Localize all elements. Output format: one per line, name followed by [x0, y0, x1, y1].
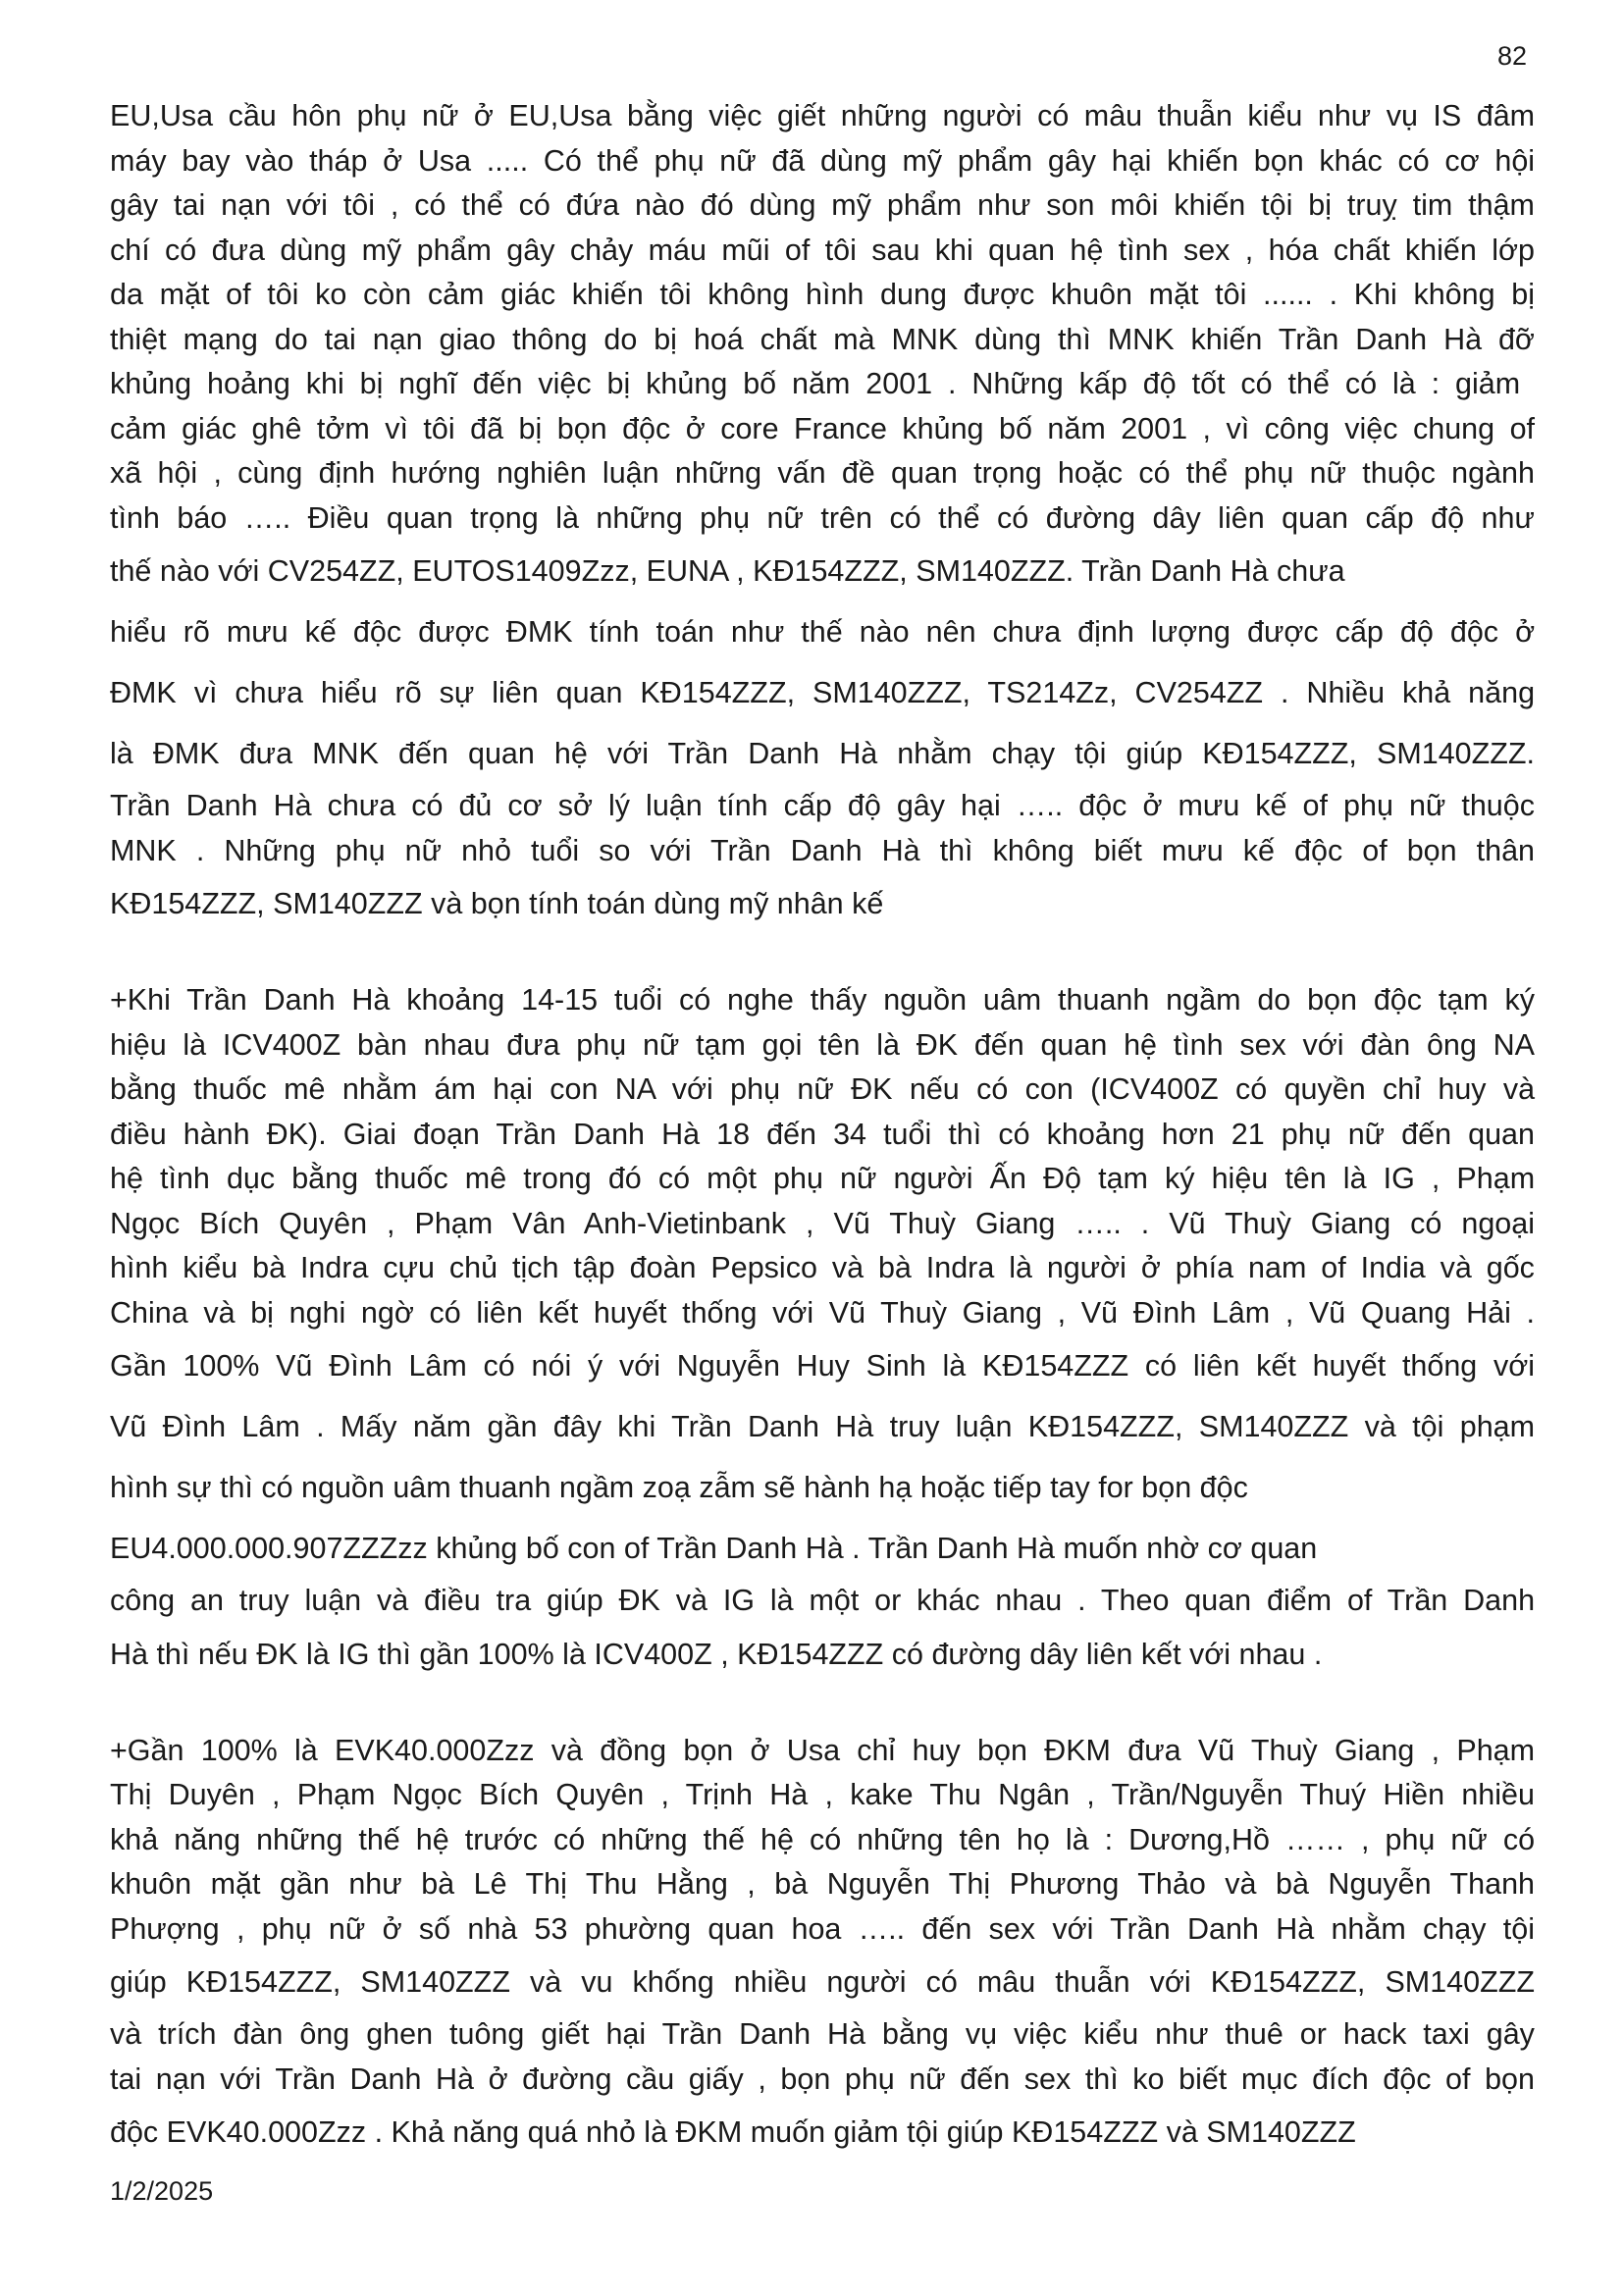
text-line: hiểu rõ mưu kế độc được ĐMK tính toán như thế nào nên chưa định lượng được cấp độ độc ở	[110, 615, 1536, 649]
text-line: khủng hoảng khi bị nghĩ đến việc bị khủng bố năm 2001 . Những kấp độ tốt có thể có là : giảm	[110, 367, 1521, 400]
text-line: hiệu là ICV400Z bàn nhau đưa phụ nữ tạm gọi tên là ĐK đến quan hệ tình sex với đàn ông NA	[110, 1027, 1535, 1062]
text-line: KĐ154ZZZ, SM140ZZZ và bọn tính toán dùng mỹ nhân kế	[110, 887, 884, 920]
text-line: cảm giác ghê tởm vì tôi đã bị bọn độc ở core France khủng bố năm 2001 , vì công việc chung of	[110, 411, 1536, 445]
paragraph-gap	[110, 934, 1535, 978]
footer-date: 1/2/2025	[110, 2176, 214, 2206]
text-line: hệ tình dục bằng thuốc mê trong đó có một phụ nữ người Ấn Độ tạm ký hiệu tên là IG , Phạm	[110, 1162, 1536, 1195]
paragraph	[110, 1729, 1535, 2164]
text-line: China và bị nghi ngờ có liên kết huyết thống với Vũ Thuỳ Giang , Vũ Đình Lâm , Vũ Quang Hải .	[110, 1295, 1536, 1330]
text-line: gây tai nạn với tôi , có thể có đứa nào đó dùng mỹ phẩm như son môi khiến tội bị truỵ tim thậm	[110, 188, 1535, 222]
text-line: hình kiểu bà Indra cựu chủ tịch tập đoàn Pepsico và bà Indra là người ở phía nam of India và gốc	[110, 1251, 1535, 1284]
text-line: Ngọc Bích Quyên , Phạm Vân Anh-Vietinbank , Vũ Thuỳ Giang ….. . Vũ Thuỳ Giang có ngoại	[110, 1206, 1535, 1240]
text-line: là ĐMK đưa MNK đến quan hệ với Trần Danh Hà nhằm chạy tội giúp KĐ154ZZZ, SM140ZZZ.	[110, 737, 1535, 770]
text-line: da mặt of tôi ko còn cảm giác khiến tôi không hình dung được khuôn mặt tôi ...... . Khi không bị	[110, 278, 1535, 311]
text-line: công an truy luận và điều tra giúp ĐK và IG là một or khác nhau . Theo quan điểm of Trần Danh	[110, 1584, 1536, 1617]
text-line: xã hội , cùng định hướng nghiên luận những vấn đề quan trọng hoặc có thể phụ nữ thuộc ngành	[110, 456, 1535, 490]
text-line: Gần 100% Vũ Đình Lâm có nói ý với Nguyễn Huy Sinh là KĐ154ZZZ có liên kết huyết thống với	[110, 1349, 1536, 1383]
document-body	[110, 94, 1535, 2163]
text-line: EU,Usa cầu hôn phụ nữ ở EU,Usa bằng việc giết những người có mâu thuẫn kiểu như vụ IS đâm	[110, 99, 1536, 132]
text-line: độc EVK40.000Zzz . Khả năng quá nhỏ là ĐKM muốn giảm tội giúp KĐ154ZZZ và SM140ZZZ	[110, 2115, 1356, 2149]
text-line: Hà thì nếu ĐK là IG thì gần 100% là ICV400Z , KĐ154ZZZ có đường dây liên kết với nhau .	[110, 1637, 1323, 1671]
text-line: Trần Danh Hà chưa có đủ cơ sở lý luận tính cấp độ gây hại ….. độc ở mưu kế of phụ nữ thuộc	[110, 789, 1535, 822]
text-line: ĐMK vì chưa hiểu rõ sự liên quan KĐ154ZZZ, SM140ZZZ, TS214Zz, CV254ZZ . Nhiều khả năng	[110, 676, 1536, 709]
text-line: và trích đàn ông ghen tuông giết hại Trần Danh Hà bằng vụ việc kiểu như thuê or hack taxi gây	[110, 2017, 1535, 2051]
paragraph-gap	[110, 1685, 1535, 1729]
text-line: tình báo ….. Điều quan trọng là những phụ nữ trên có thể có đường dây liên quan cấp độ như	[110, 500, 1535, 535]
text-line: thiệt mạng do tai nạn giao thông do bị hoá chất mà MNK dùng thì MNK khiến Trần Danh Hà đỡ	[110, 322, 1535, 356]
text-line: EU4.000.000.907ZZZzz khủng bố con of Trần Danh Hà . Trần Danh Hà muốn nhờ cơ quan	[110, 1532, 1318, 1565]
text-line: điều hành ĐK). Giai đoạn Trần Danh Hà 18 đến 34 tuổi thì có khoảng hơn 21 phụ nữ đến quan	[110, 1117, 1535, 1151]
paragraph	[110, 978, 1535, 1685]
text-line: chí có đưa dùng mỹ phẩm gây chảy máu mũi of tôi sau khi quan hệ tình sex , hóa chất khiến lớp	[110, 233, 1535, 267]
text-line: khuôn mặt gần như bà Lê Thị Thu Hằng , bà Nguyễn Thị Phương Thảo và bà Nguyễn Thanh	[110, 1867, 1535, 1901]
text-line: +Khi Trần Danh Hà khoảng 14-15 tuổi có nghe thấy nguồn uâm thuanh ngầm do bọn độc tạm ký	[110, 983, 1536, 1017]
text-line: Phượng , phụ nữ ở số nhà 53 phường quan hoa ….. đến sex với Trần Danh Hà nhằm chạy tội	[110, 1911, 1535, 1946]
text-line: thế nào với CV254ZZ, EUTOS1409Zzz, EUNA , KĐ154ZZZ, SM140ZZZ. Trần Danh Hà chưa	[110, 554, 1345, 588]
text-line: MNK . Những phụ nữ nhỏ tuổi so với Trần Danh Hà thì không biết mưu kế độc of bọn thân	[110, 833, 1536, 867]
text-line: +Gần 100% là EVK40.000Zzz và đồng bọn ở Usa chỉ huy bọn ĐKM đưa Vũ Thuỳ Giang , Phạm	[110, 1733, 1536, 1767]
page-number: 82	[1497, 41, 1528, 71]
text-line: khả năng những thế hệ trước có những thế hệ có những tên họ là : Dương,Hồ …… , phụ nữ có	[110, 1822, 1536, 1856]
text-line: Thị Duyên , Phạm Ngọc Bích Quyên , Trịnh Hà , kake Thu Ngân , Trần/Nguyễn Thuý Hiền nhiều	[110, 1778, 1535, 1811]
text-line: giúp KĐ154ZZZ, SM140ZZZ và vu khống nhiều người có mâu thuẫn với KĐ154ZZZ, SM140ZZZ	[110, 1965, 1535, 1999]
text-line: bằng thuốc mê nhằm ám hại con NA với phụ nữ ĐK nếu có con (ICV400Z có quyền chỉ huy và	[110, 1072, 1536, 1106]
text-line: hình sự thì có nguồn uâm thuanh ngầm zoạ zẫm sẽ hành hạ hoặc tiếp tay for bọn độc	[110, 1471, 1248, 1504]
paragraph	[110, 94, 1535, 934]
text-line: tai nạn với Trần Danh Hà ở đường cầu giấy , bọn phụ nữ đến sex thì ko biết mục đích độc of bọn	[110, 2061, 1535, 2096]
text-line: Vũ Đình Lâm . Mấy năm gần đây khi Trần Danh Hà truy luận KĐ154ZZZ, SM140ZZZ và tội phạm	[110, 1410, 1536, 1443]
text-line: máy bay vào tháp ở Usa ..... Có thể phụ nữ đã dùng mỹ phẩm gây hại khiến bọn khác có cơ hội	[110, 143, 1536, 178]
